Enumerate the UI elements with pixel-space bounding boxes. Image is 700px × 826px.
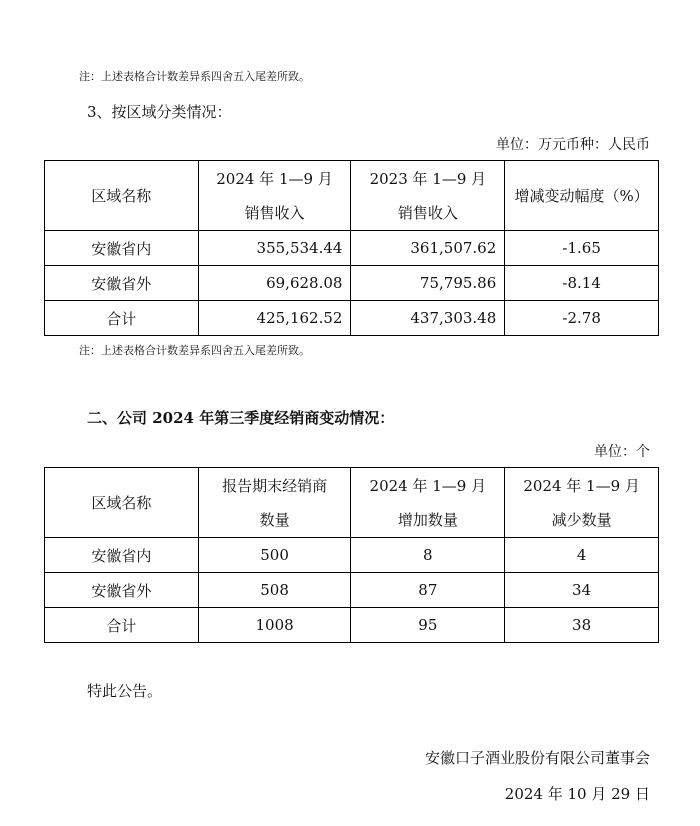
- table2-header-added: 2024 年 1—9 月 增加数量: [351, 468, 505, 538]
- table2-cell-region: 安徽省外: [45, 573, 199, 608]
- table1-header-2024-sales: 2024 年 1—9 月 销售收入: [198, 161, 351, 231]
- table1-cell-region: 安徽省内: [45, 231, 199, 266]
- table1-cell-2023: 437,303.48: [351, 301, 505, 336]
- table1-cell-region: 安徽省外: [45, 266, 199, 301]
- table2-cell-reduced: 34: [505, 573, 659, 608]
- table2-cell-count: 508: [198, 573, 351, 608]
- table1-cell-2023: 361,507.62: [351, 231, 505, 266]
- table2-header-region: 区域名称: [45, 468, 199, 538]
- table1-header-change: 增减变动幅度（%）: [505, 161, 659, 231]
- table-row: [45, 266, 659, 301]
- distributor-change-table: [44, 467, 659, 643]
- table1-cell-change: -1.65: [505, 231, 659, 266]
- sales-by-region-table: [44, 160, 659, 336]
- table2-cell-added: 8: [351, 538, 505, 573]
- footnote-top: 注：上述表格合计数差异系四舍五入尾差所致。: [79, 70, 310, 83]
- table2-cell-reduced: 38: [505, 608, 659, 643]
- table2-unit: 单位：个: [594, 444, 650, 460]
- table2-cell-count: 500: [198, 538, 351, 573]
- table2-cell-region: 安徽省内: [45, 538, 199, 573]
- table1-unit: 单位：万元币种：人民币: [496, 137, 650, 153]
- table1-cell-2024: 355,534.44: [198, 231, 351, 266]
- table-row: [45, 573, 659, 608]
- table2-header-row: [45, 468, 659, 538]
- table2-cell-region: 合计: [45, 608, 199, 643]
- table1-cell-2024: 425,162.52: [198, 301, 351, 336]
- table1-cell-region: 合计: [45, 301, 199, 336]
- table2-header-period-end-count: 报告期末经销商 数量: [198, 468, 351, 538]
- table1-header-2023-sales: 2023 年 1—9 月 销售收入: [351, 161, 505, 231]
- table-row: [45, 538, 659, 573]
- table1-header-region: 区域名称: [45, 161, 199, 231]
- table2-header-reduced: 2024 年 1—9 月 减少数量: [505, 468, 659, 538]
- table-row: [45, 231, 659, 266]
- table1-cell-2024: 69,628.08: [198, 266, 351, 301]
- table1-cell-2023: 75,795.86: [351, 266, 505, 301]
- announcement-date: 2024 年 10 月 29 日: [504, 785, 650, 803]
- table2-cell-added: 87: [351, 573, 505, 608]
- section-3-title: 3、按区域分类情况：: [87, 103, 232, 121]
- table-row: [45, 608, 659, 643]
- signature-board: 安徽口子酒业股份有限公司董事会: [424, 749, 650, 767]
- table-row: [45, 301, 659, 336]
- section-2-title: 二、公司 2024 年第三季度经销商变动情况：: [87, 409, 395, 427]
- footnote-mid: 注：上述表格合计数差异系四舍五入尾差所致。: [79, 344, 310, 357]
- table1-cell-change: -2.78: [505, 301, 659, 336]
- closing-text: 特此公告。: [87, 682, 163, 700]
- table1-cell-change: -8.14: [505, 266, 659, 301]
- table2-cell-added: 95: [351, 608, 505, 643]
- table2-cell-reduced: 4: [505, 538, 659, 573]
- table1-header-row: [45, 161, 659, 231]
- table2-cell-count: 1008: [198, 608, 351, 643]
